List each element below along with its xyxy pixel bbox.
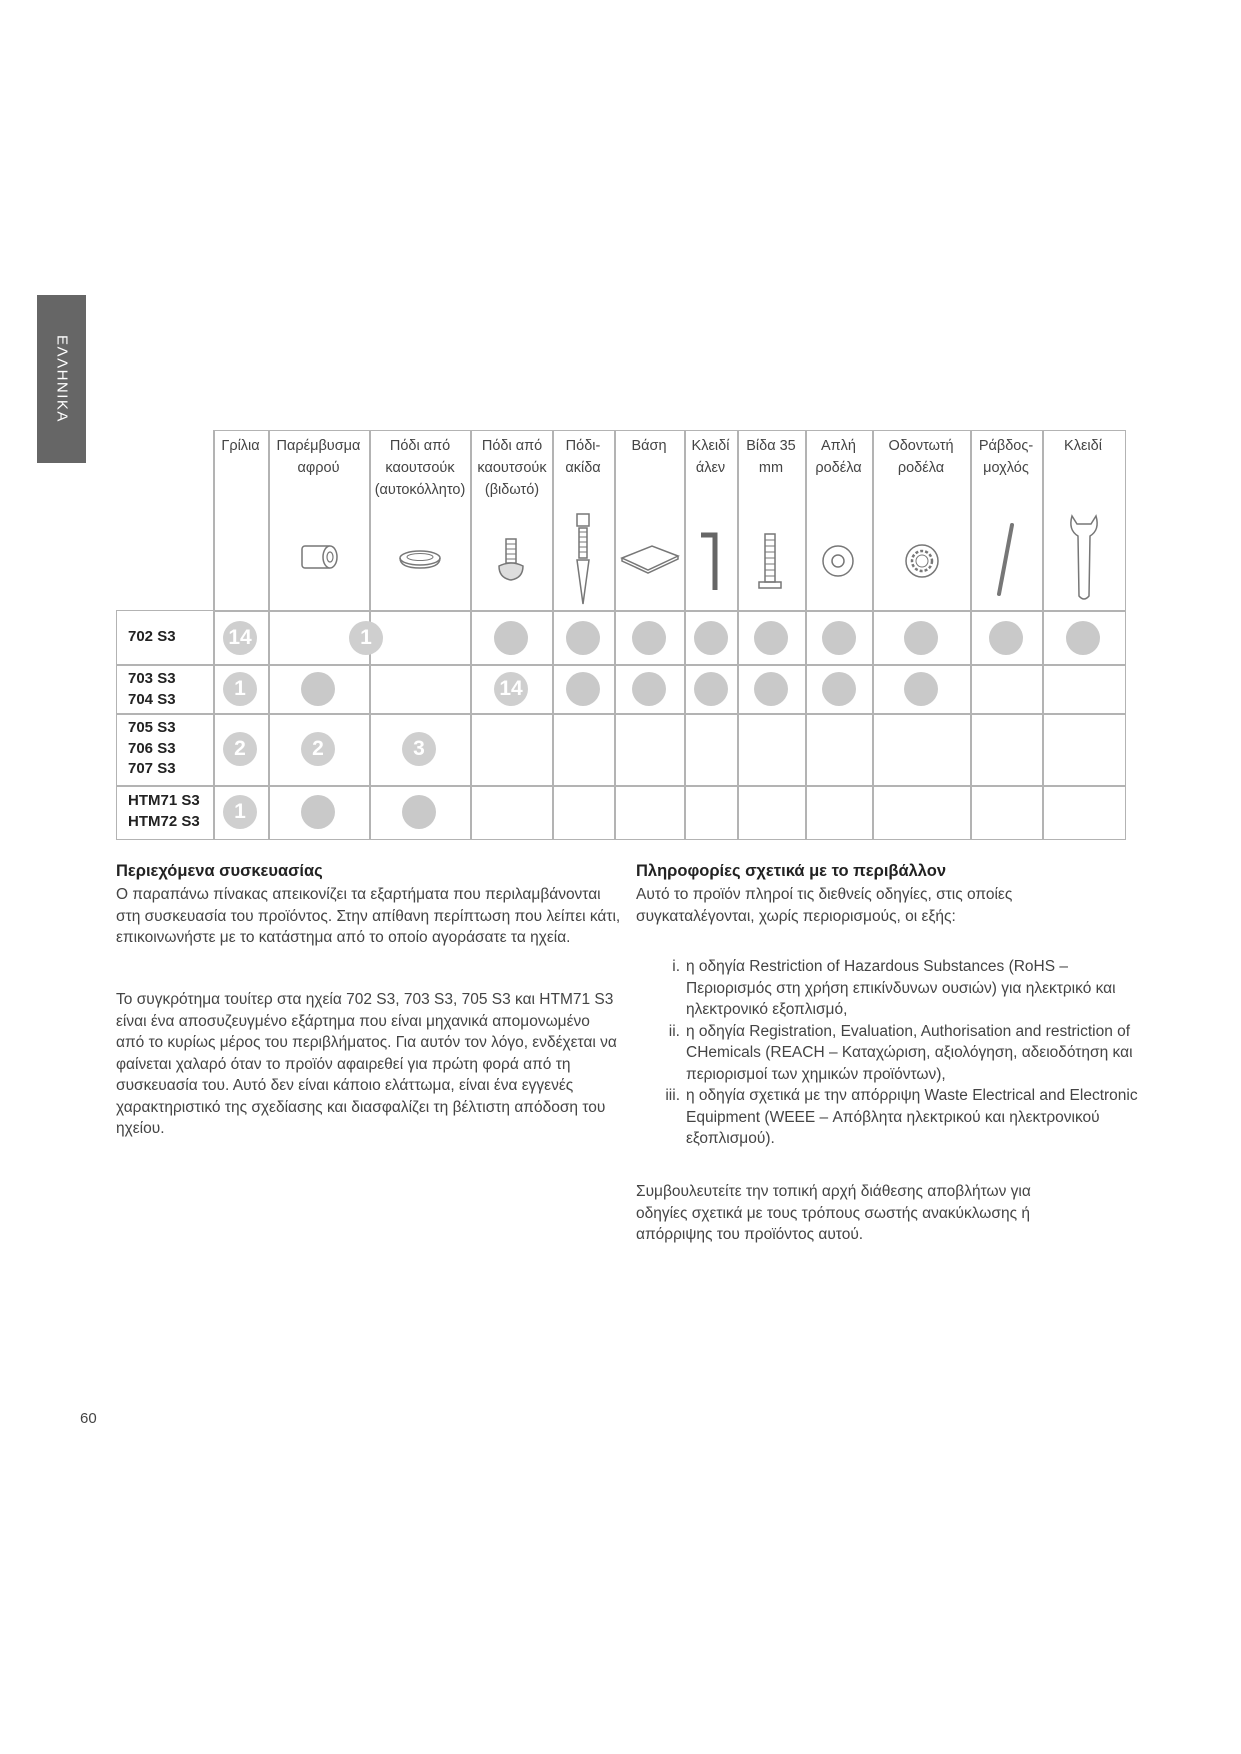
col-header-grille: Γρίλια [221,438,260,454]
included-dot [822,621,856,655]
qty-dot: 2 [223,732,257,766]
included-dot [904,621,938,655]
included-dot [494,621,528,655]
tweeter-assembly-paragraph: Το συγκρότημα τουίτερ στα ηχεία 702 S3, 703 S3, 705 S3 και HTM71 S3 είναι ένα αποσυζευγμένο εξάρτημα που είναι μηχανικά απομονωμένο από το κυρίως μέρος του περιβλήματος. Για αυτόν τον λόγο, ενδέχεται να φαίνεται χαλαρό όταν το προϊόν αφαιρεθεί για πρώτη φορά από τη συσκευασία του. Αυτό δεν είναι κάποιο ελάττωμα, είναι ένα εγγενές χαρακτηριστικό της σχεδίασης και διασφαλίζει τη βέλτιστη απόδοση του ηχείου. [116,991,617,1137]
language-tab-label: ΕΛΛΗΝΙΚΑ [53,335,70,423]
directives-list [652,956,1142,1150]
list-item: ii. η οδηγία Registration, Evaluation, Authorisation and restriction of CHemicals (REACH – Καταχώριση, αξιολόγηση, αδειοδότηση και περιορισμοί των χημικών προϊόντων), [668,1022,1133,1083]
col-header-plain-washer: Απλή ροδέλα [815,438,862,476]
included-dot [989,621,1023,655]
adhesive-rubber-foot-icon [395,546,445,574]
included-dot [301,795,335,829]
col-header-foam-plug: Παρέμβυσμα αφρού [276,438,361,476]
qty-dot: 1 [223,672,257,706]
col-header-wrench: Κλειδί [1064,438,1102,454]
col-header-lever-rod: Ράβδος- μοχλός [978,438,1034,476]
allen-key-icon [698,530,724,594]
included-dot [402,795,436,829]
package-contents-heading: Περιεχόμενα συσκευασίας [116,862,323,880]
included-dot [301,672,335,706]
base-plate-icon [618,540,682,576]
disposal-paragraph: Συμβουλευτείτε την τοπική αρχή διάθεσης αποβλήτων για οδηγίες σχετικά με τους τρόπους σωστής ανακύκλωσης ή απόρριψης του προϊόντος αυτού. [636,1183,1031,1243]
col-header-toothed-washer: Οδοντωτή ροδέλα [888,438,954,476]
col-header-allen-key: Κλειδί άλεν [691,438,730,476]
included-dot [694,672,728,706]
screw-rubber-foot-icon [496,536,526,584]
included-dot [566,672,600,706]
qty-dot: 14 [223,621,257,655]
toothed-washer-icon [903,542,941,580]
col-header-adhesive-foot: Πόδι από καουτσούκ (αυτοκόλλητο) [374,438,466,498]
package-contents-paragraph: Ο παραπάνω πίνακας απεικονίζει τα εξαρτήματα που περιλαμβάνονται στη συσκευασία του προϊόντος. Στην απίθανη περίπτωση που λείπει κάτι, επικοινωνήστε με το κατάστημα από το οποίο αγοράσατε τα ηχεία. [116,886,621,946]
col-header-screw-foot: Πόδι από καουτσούκ (βιδωτό) [477,438,547,498]
included-dot [754,621,788,655]
qty-dot: 3 [402,732,436,766]
qty-dot: 14 [494,672,528,706]
lever-rod-icon [994,522,1018,598]
qty-dot: 2 [301,732,335,766]
included-dot [566,621,600,655]
col-header-base: Βάση [631,438,667,454]
included-dot [822,672,856,706]
included-dot [694,621,728,655]
environment-heading: Πληροφορίες σχετικά με το περιβάλλον [636,862,947,880]
row-label-703-704: 703 S3 704 S3 [128,670,176,708]
included-dot [632,672,666,706]
environment-intro: Αυτό το προϊόν πληροί τις διεθνείς οδηγίες, στις οποίες συγκαταλέγονται, χωρίς περιορισμούς, οι εξής: [636,886,1013,925]
screw-35mm-icon [756,530,784,592]
row-label-htm71-72: HTM71 S3 HTM72 S3 [128,792,200,830]
list-item: i. η οδηγία Restriction of Hazardous Substances (RoHS – Περιορισμός στη χρήση επικίνδυνων ουσιών) για ηλεκτρικό και ηλεκτρονικό εξοπλισμό, [672,958,1116,1018]
included-dot [1066,621,1100,655]
plain-washer-icon [820,543,856,579]
included-dot [904,672,938,706]
col-header-screw-35: Βίδα 35 mm [746,438,796,476]
row-label-702: 702 S3 [128,628,176,645]
qty-dot: 1 [223,795,257,829]
qty-dot: 1 [349,621,383,655]
language-tab [37,295,86,463]
included-dot [754,672,788,706]
wrench-icon [1066,512,1102,604]
row-label-705-707: 705 S3 706 S3 707 S3 [128,719,176,777]
included-dot [632,621,666,655]
spike-icon [571,510,595,608]
foam-plug-icon [294,540,342,574]
list-item: iii. η οδηγία σχετικά με την απόρριψη Waste Electrical and Electronic Equipment (WEEE – Απόβλητα ηλεκτρικού και ηλεκτρονικού εξοπλισμού). [665,1087,1138,1147]
page-number: 60 [80,1410,97,1427]
col-header-spike: Πόδι- ακίδα [565,438,601,476]
